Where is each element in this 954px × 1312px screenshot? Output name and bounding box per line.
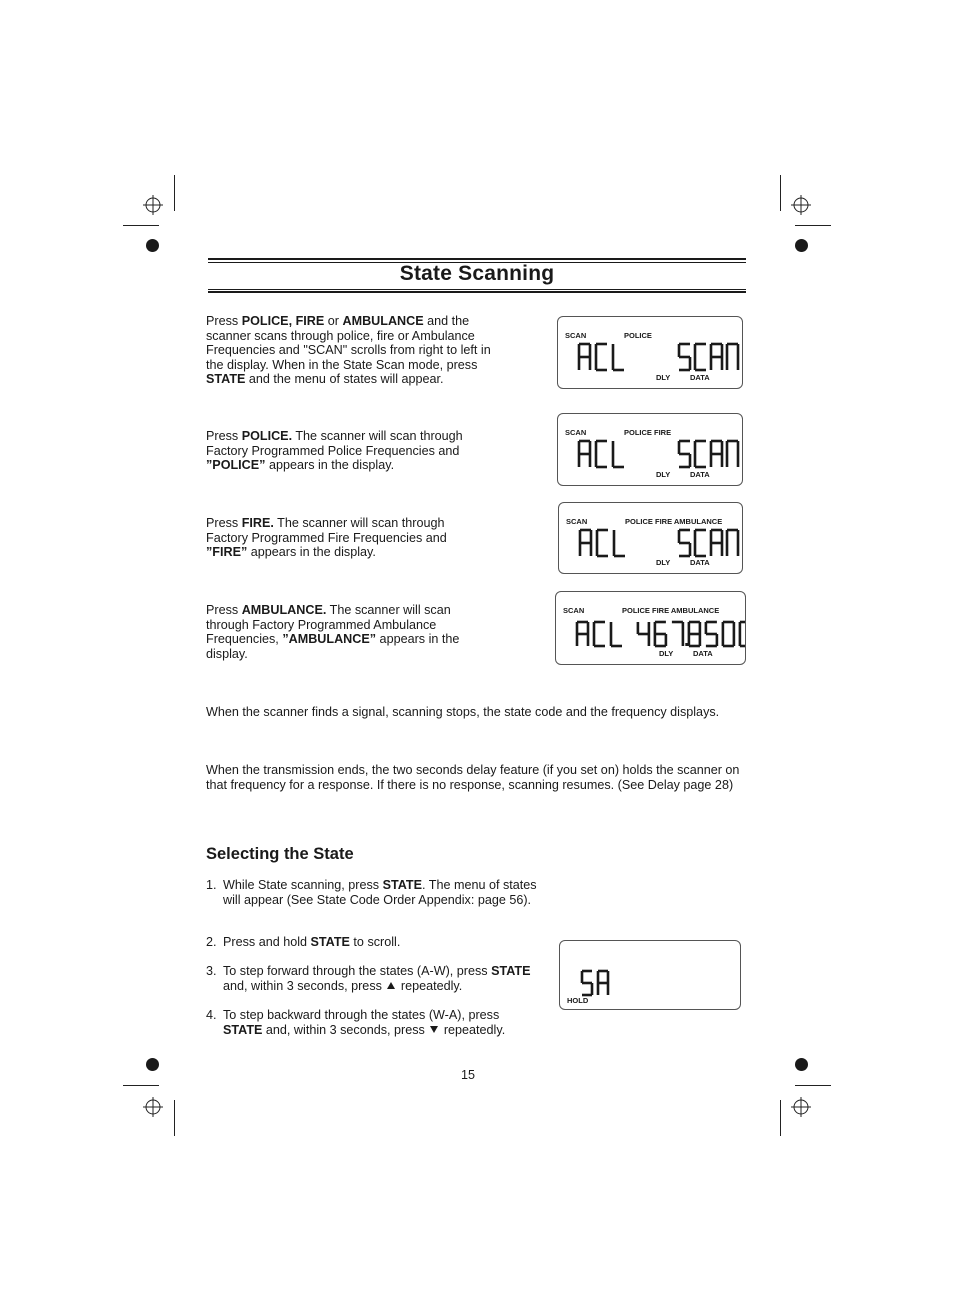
lcd-digit <box>613 441 624 467</box>
lcd-digit <box>596 441 607 467</box>
lcd-digit <box>614 530 625 556</box>
lcd-digit <box>655 622 666 646</box>
list-item-number: 2. <box>206 935 217 949</box>
lcd-data-label: DATA <box>693 649 713 658</box>
list-item-number: 1. <box>206 878 217 892</box>
section-paragraph: Press AMBULANCE. The scanner will scan through Factory Programmed Ambulance Frequencies, ”AMBULANCE” appears in the display. <box>206 603 460 661</box>
list-item-number: 3. <box>206 964 217 978</box>
registration-mark-icon <box>143 1097 163 1117</box>
registration-mark-icon <box>143 195 163 215</box>
crop-mark <box>795 225 831 226</box>
list-item-text: Press and hold STATE to scroll. <box>223 935 401 949</box>
lcd-hold-label: HOLD <box>567 996 589 1005</box>
lcd-digit <box>638 622 649 646</box>
registration-dot-icon <box>146 239 159 252</box>
lcd-digit <box>577 622 588 646</box>
triangle-down-icon <box>430 1026 438 1033</box>
list-item-text: To step backward through the states (W-A), press STATE and, within 3 seconds, press repeatedly. <box>223 1008 506 1037</box>
triangle-up-icon <box>387 982 395 989</box>
lcd-digit <box>597 530 608 556</box>
lcd-digit <box>727 344 738 370</box>
lcd-display <box>555 591 746 665</box>
lcd-display-hold <box>559 940 741 1010</box>
lcd-status-labels: POLICE <box>624 331 652 340</box>
section-paragraph: Press FIRE. The scanner will scan through Factory Programmed Fire Frequencies and ”FIRE” appears in the display. <box>206 516 447 560</box>
section-heading: Selecting the State <box>206 845 354 863</box>
lcd-display <box>557 316 743 389</box>
note-paragraph: When the transmission ends, the two seconds delay feature (if you set on) holds the scanner on that frequency for a response. If there is no response, scanning resumes. (See Delay page 28) <box>206 763 740 792</box>
lcd-digit <box>695 344 706 370</box>
lcd-digit <box>579 441 590 467</box>
registration-mark-icon <box>791 195 811 215</box>
lcd-status-labels: POLICE FIRE AMBULANCE <box>625 517 723 526</box>
lcd-digit <box>679 530 690 556</box>
lcd-digit <box>695 530 706 556</box>
lcd-digit <box>579 344 590 370</box>
lcd-digit <box>596 344 607 370</box>
lcd-digit <box>711 530 722 556</box>
lcd-data-label: DATA <box>690 373 710 382</box>
registration-dot-icon <box>795 239 808 252</box>
lcd-digit <box>711 441 722 467</box>
title-rule-top <box>208 258 746 260</box>
list-item-text: While State scanning, press STATE. The menu of states will appear (See State Code Order Appendix: page 56). <box>223 878 537 907</box>
lcd-data-label: DATA <box>690 558 710 567</box>
note-paragraph: When the scanner finds a signal, scanning stops, the state code and the frequency displays. <box>206 705 720 719</box>
lcd-digit <box>582 971 592 995</box>
list-item-number: 4. <box>206 1008 217 1022</box>
lcd-display <box>557 413 743 486</box>
lcd-digit <box>580 530 591 556</box>
title-rule-bottom <box>208 291 746 293</box>
lcd-digit <box>594 622 605 646</box>
page-title: State Scanning <box>399 262 555 285</box>
lcd-display <box>558 502 743 574</box>
crop-mark <box>123 225 159 226</box>
lcd-digit <box>706 622 717 646</box>
crop-mark <box>780 1100 781 1136</box>
lcd-dly-label: DLY <box>656 470 671 479</box>
crop-mark <box>795 1085 831 1086</box>
lcd-status-labels: POLICE FIRE <box>624 428 672 437</box>
lcd-scan-label: SCAN <box>565 331 587 340</box>
lcd-dly-label: DLY <box>656 558 671 567</box>
lcd-digit <box>679 344 690 370</box>
lcd-scan-label: SCAN <box>566 517 588 526</box>
lcd-dly-label: DLY <box>656 373 671 382</box>
lcd-scan-label: SCAN <box>565 428 587 437</box>
lcd-digit <box>711 344 722 370</box>
list-item-text: To step forward through the states (A-W), press STATE and, within 3 seconds, press repeatedly. <box>223 964 531 993</box>
section-paragraph: Press POLICE, FIRE or AMBULANCE and the scanner scans through police, fire or Ambulance Frequencies and "SCAN" scrolls from right to left in the display. When in the State Scan mode, press STATE and the menu of states will appear. <box>206 314 491 387</box>
lcd-dly-label: DLY <box>659 649 674 658</box>
registration-mark-icon <box>791 1097 811 1117</box>
lcd-digit <box>598 971 608 995</box>
section-paragraph: Press POLICE. The scanner will scan through Factory Programmed Police Frequencies and ”POLICE” appears in the display. <box>206 429 463 473</box>
lcd-scan-label: SCAN <box>563 606 585 615</box>
lcd-status-labels: POLICE FIRE AMBULANCE <box>622 606 720 615</box>
crop-mark <box>123 1085 159 1086</box>
crop-mark <box>780 175 781 211</box>
lcd-digit <box>689 622 700 646</box>
lcd-digit <box>695 441 706 467</box>
crop-mark <box>174 1100 175 1136</box>
lcd-digit <box>727 530 738 556</box>
lcd-data-label: DATA <box>690 470 710 479</box>
lcd-digit <box>611 622 622 646</box>
page-number: 15 <box>460 1068 475 1082</box>
title-rule-bottom-thin <box>208 289 746 290</box>
lcd-digit <box>672 622 683 646</box>
lcd-digit <box>723 622 734 646</box>
lcd-digit <box>740 622 745 646</box>
lcd-digit <box>613 344 624 370</box>
crop-mark <box>174 175 175 211</box>
lcd-digit <box>679 441 690 467</box>
lcd-digit <box>727 441 738 467</box>
